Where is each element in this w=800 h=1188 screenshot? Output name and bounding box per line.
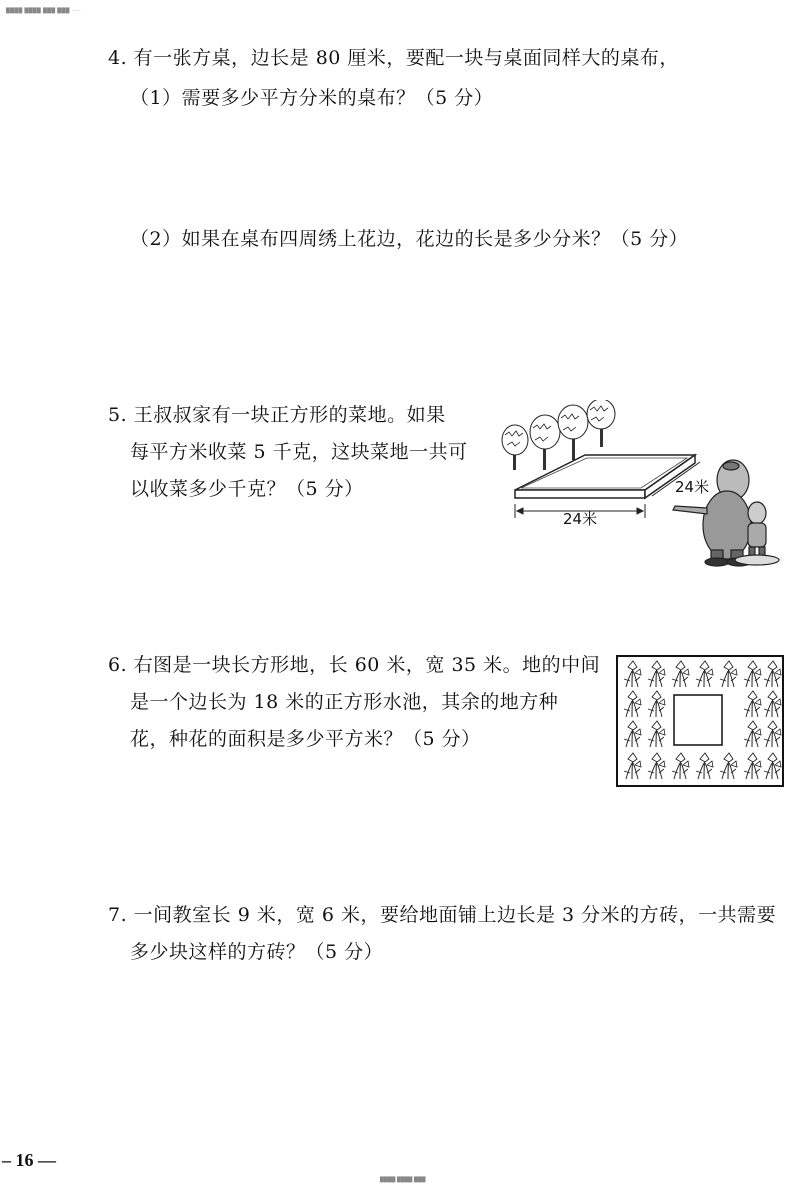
q5-line1: 5. 王叔叔家有一块正方形的菜地。如果 bbox=[108, 404, 446, 426]
q4-part2: （2）如果在桌布四周绣上花边，花边的长是多少分米？（5 分） bbox=[130, 228, 689, 250]
q5-label-bottom: 24米 bbox=[563, 510, 598, 528]
header-mark: ████ ████ ███ ███ ····· bbox=[6, 8, 82, 14]
tree-icon bbox=[502, 425, 528, 470]
man-figure-icon bbox=[673, 460, 751, 566]
pond-square bbox=[674, 695, 722, 745]
q6-line2: 是一个边长为 18 米的正方形水池，其余的地方种 bbox=[130, 691, 559, 713]
tree-icon bbox=[530, 415, 560, 470]
q6-garden-illustration bbox=[616, 655, 784, 787]
q4-part1: （1）需要多少平方分米的桌布？（5 分） bbox=[130, 87, 494, 109]
footer-mark: ████ ████ ███ bbox=[380, 1177, 426, 1183]
q5-line2: 每平方米收菜 5 千克，这块菜地一共可 bbox=[130, 441, 468, 463]
tree-icon bbox=[558, 405, 588, 460]
q7-line1: 7. 一间教室长 9 米，宽 6 米，要给地面铺上边长是 3 分米的方砖，一共需要 bbox=[108, 904, 777, 926]
q4-line1: 4. 有一张方桌，边长是 80 厘米，要配一块与桌面同样大的桌布， bbox=[108, 47, 679, 69]
q5-plot-illustration bbox=[495, 400, 785, 570]
q5-label-side: 24米 bbox=[675, 478, 710, 496]
q5-line3: 以收菜多少千克？（5 分） bbox=[130, 478, 364, 500]
q7-line2: 多少块这样的方砖？（5 分） bbox=[130, 941, 384, 963]
page-number: – 16 — bbox=[2, 1150, 56, 1170]
plot-shape bbox=[515, 455, 695, 498]
q6-line1: 6. 右图是一块长方形地，长 60 米，宽 35 米。地的中间 bbox=[108, 654, 601, 676]
tree-icon bbox=[587, 400, 615, 447]
q6-line3: 花，种花的面积是多少平方米？（5 分） bbox=[130, 728, 481, 750]
